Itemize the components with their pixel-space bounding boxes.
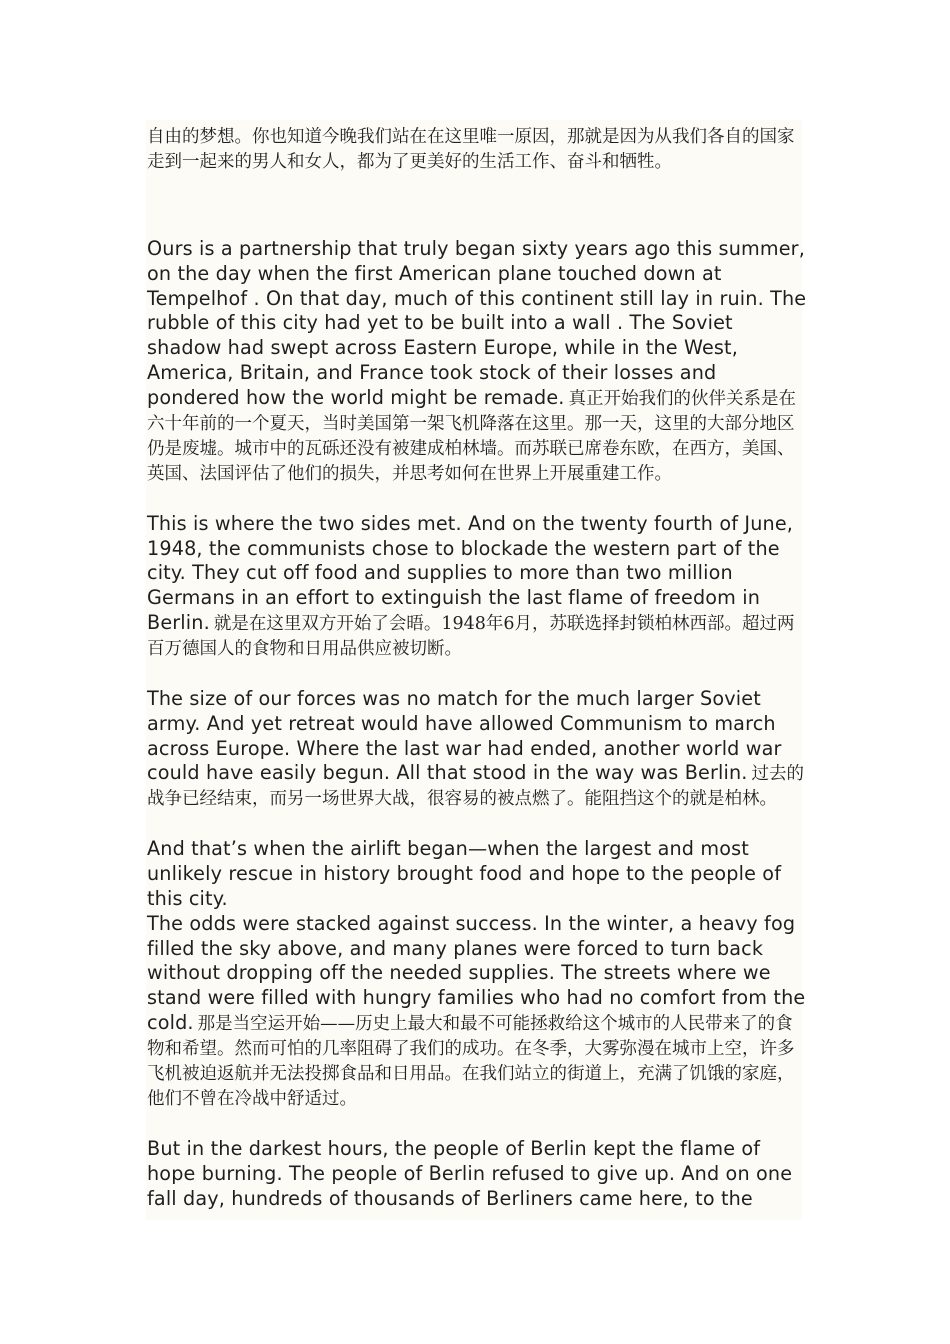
spacer — [147, 812, 807, 837]
spacer — [147, 1112, 807, 1137]
paragraph-2-english: Ours is a partnership that truly began sixty years ago this summer, on the day when the first American plane touched down at Tempelhof . On that day, much of this continent still lay in ruin. The rubble of this city had yet to be built into a wall . The Soviet shadow had swept across Eastern Europe, while in the West, America, Britain, and France took stock of their losses and pondered how the world might be remade. — [147, 237, 807, 409]
spacer — [147, 662, 807, 687]
paragraph-2 — [147, 237, 807, 487]
paragraph-5b-english: The odds were stacked against success. In the winter, a heavy fog filled the sky above, and many planes were forced to turn back without dropping off the needed supplies. The streets where we stand were filled with hungry families who had no comfort from the cold. — [147, 911, 806, 1034]
spacer — [147, 487, 807, 512]
paragraph-5a — [147, 837, 807, 911]
paragraph-2-chinese: 真正开始我们的伙伴关系是在六十年前的一个夏天，当时美国第一架飞机降落在这里。那一天，这里的大部分地区仍是废墟。城市中的瓦砾还没有被建成柏林墙。而苏联已席卷东欧，在西方，美国、英国、法国评估了他们的损失，并思考如何在世界上开展重建工作。 — [147, 388, 797, 484]
paragraph-1-chinese: 自由的梦想。你也知道今晚我们站在在这里唯一原因，那就是因为从我们各自的国家走到一起来的男人和女人，都为了更美好的生活工作、奋斗和牺牲。 — [147, 127, 795, 172]
paragraph-3-english: This is where the two sides met. And on the twenty fourth of June, 1948, the communists chose to blockade the western part of the city. They cut off food and supplies to more than two million Germans in an effort to extinguish the last flame of freedom in Berlin. — [147, 511, 794, 634]
paragraph-6-english: But in the darkest hours, the people of Berlin kept the flame of hope burning. The people of Berlin refused to give up. And on one fall day, hundreds of thousands of Berliners came here, to the — [147, 1136, 793, 1210]
paragraph-5b-chinese: 那是当空运开始——历史上最大和最不可能拯救给这个城市的人民带来了的食物和希望。然而可怕的几率阻碍了我们的成功。在冬季，大雾弥漫在城市上空，许多飞机被迫返航并无法投掷食品和日用品。在我们站立的街道上，充满了饥饿的家庭，他们不曾在冷战中舒适过。 — [147, 1013, 795, 1109]
paragraph-5a-english: And that’s when the airlift began—when the largest and most unlikely rescue in history brought food and hope to the people of this city. — [147, 837, 782, 910]
spacer — [147, 175, 807, 237]
paragraph-4-chinese: 过去的战争已经结束，而另一场世界大战，很容易的被点燃了。能阻挡这个的就是柏林。 — [147, 764, 805, 810]
document-body — [147, 125, 807, 1211]
paragraph-3-chinese: 就是在这里双方开始了会晤。1948年6月，苏联选择封锁柏林西部。超过两百万德国人的食物和日用品供应被切断。 — [147, 613, 795, 659]
paragraph-4-english: The size of our forces was no match for the much larger Soviet army. And yet retreat would have allowed Communism to march across Europe. Where the last war had ended, another world war could have easily begun. All that stood in the way was Berlin. — [147, 686, 782, 785]
paragraph-1 — [147, 125, 807, 175]
paragraph-6 — [147, 1137, 807, 1211]
paragraph-3 — [147, 512, 807, 662]
paragraph-4 — [147, 687, 807, 812]
paragraph-5b — [147, 912, 807, 1112]
